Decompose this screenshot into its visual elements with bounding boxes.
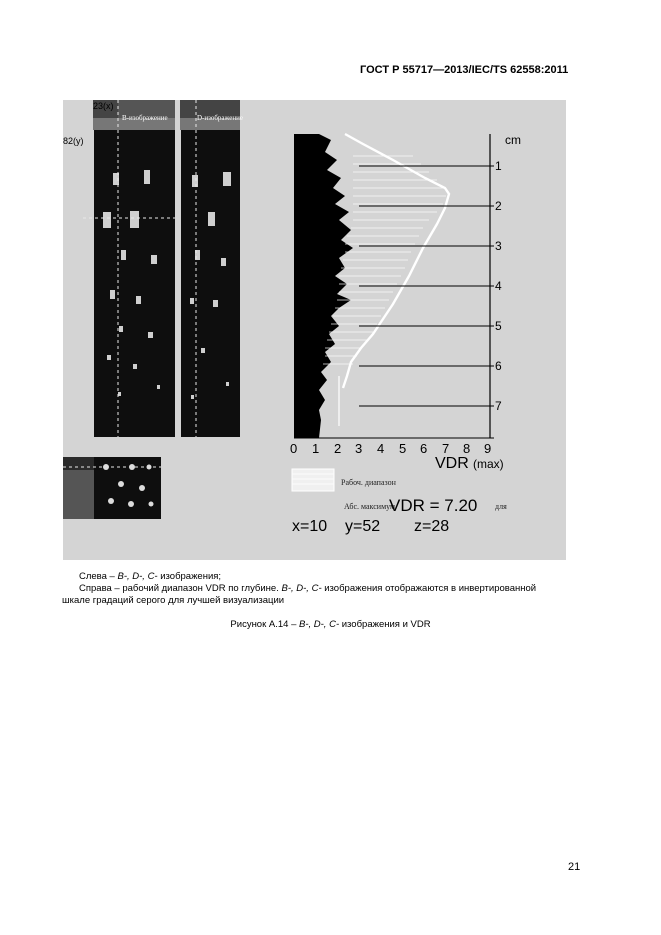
document-header	[360, 64, 600, 76]
abs-max-label: Абс. максимум	[344, 502, 396, 511]
figure-title: Рисунок А.14 – B-, D-, C- изображения и VDR	[230, 619, 431, 630]
vdr-profile-fill	[319, 134, 353, 438]
figure-caption	[62, 571, 584, 607]
vdr-tick-9: 9	[484, 441, 492, 456]
coord-x: x=10	[292, 518, 328, 535]
coord-z: z=28	[414, 518, 450, 535]
depth-gridlines	[359, 166, 494, 406]
dscan-panel	[180, 100, 243, 437]
depth-tick-5: 5	[495, 319, 502, 333]
vdr-legend	[292, 469, 507, 535]
caption-line-2: Справа – рабочий диапазон VDR по глубине. B-, D-, C- изображения отображаются в инвертированной	[79, 583, 537, 594]
caption-line-3: шкале градаций серого для лучшей визуализации	[62, 595, 285, 606]
cscan-panel	[63, 457, 161, 519]
depth-tick-1: 1	[495, 159, 502, 173]
dscan-label: D-изображение	[197, 114, 243, 122]
page-number: 21	[568, 861, 581, 873]
vdr-value: VDR = 7.20	[389, 496, 478, 515]
vdr-tick-6: 6	[420, 441, 428, 456]
vdr-tick-7: 7	[442, 441, 450, 456]
vdr-tick-5: 5	[399, 441, 407, 456]
vdr-tick-1: 1	[312, 441, 320, 456]
depth-axis-labels	[495, 133, 521, 413]
vdr-tick-3: 3	[355, 441, 363, 456]
vdr-tick-4: 4	[377, 441, 385, 456]
depth-tick-7: 7	[495, 399, 502, 413]
figure-vdr	[63, 100, 566, 560]
vdr-axis-suffix: (max)	[473, 457, 504, 471]
standard-number: ГОСТ Р 55717—2013/IEC/TS 62558:2011	[360, 64, 569, 76]
vdr-tick-2: 2	[334, 441, 342, 456]
working-range-label: Рабоч. диапазон	[341, 478, 396, 487]
vdr-value-suffix: для	[495, 502, 507, 511]
vdr-axis-ticks	[290, 441, 491, 456]
bscan-label: B-изображение	[122, 114, 168, 122]
vdr-tick-8: 8	[463, 441, 471, 456]
vdr-axis-label: VDR	[435, 455, 469, 472]
working-range-swatch	[292, 469, 334, 491]
depth-tick-4: 4	[495, 279, 502, 293]
depth-unit: cm	[505, 133, 521, 147]
vdr-tick-0: 0	[290, 441, 298, 456]
caption-line-1: Слева – B-, D-, C- изображения;	[79, 571, 222, 582]
depth-tick-2: 2	[495, 199, 502, 213]
vdr-depth-plot	[290, 133, 521, 472]
depth-tick-6: 6	[495, 359, 502, 373]
row-marker-top: 23(x)	[93, 101, 114, 111]
row-marker-left: 82(y)	[63, 136, 84, 146]
bscan-panel	[63, 100, 175, 437]
figure-graphic	[63, 100, 566, 560]
coord-y: y=52	[345, 518, 381, 535]
depth-tick-3: 3	[495, 239, 502, 253]
